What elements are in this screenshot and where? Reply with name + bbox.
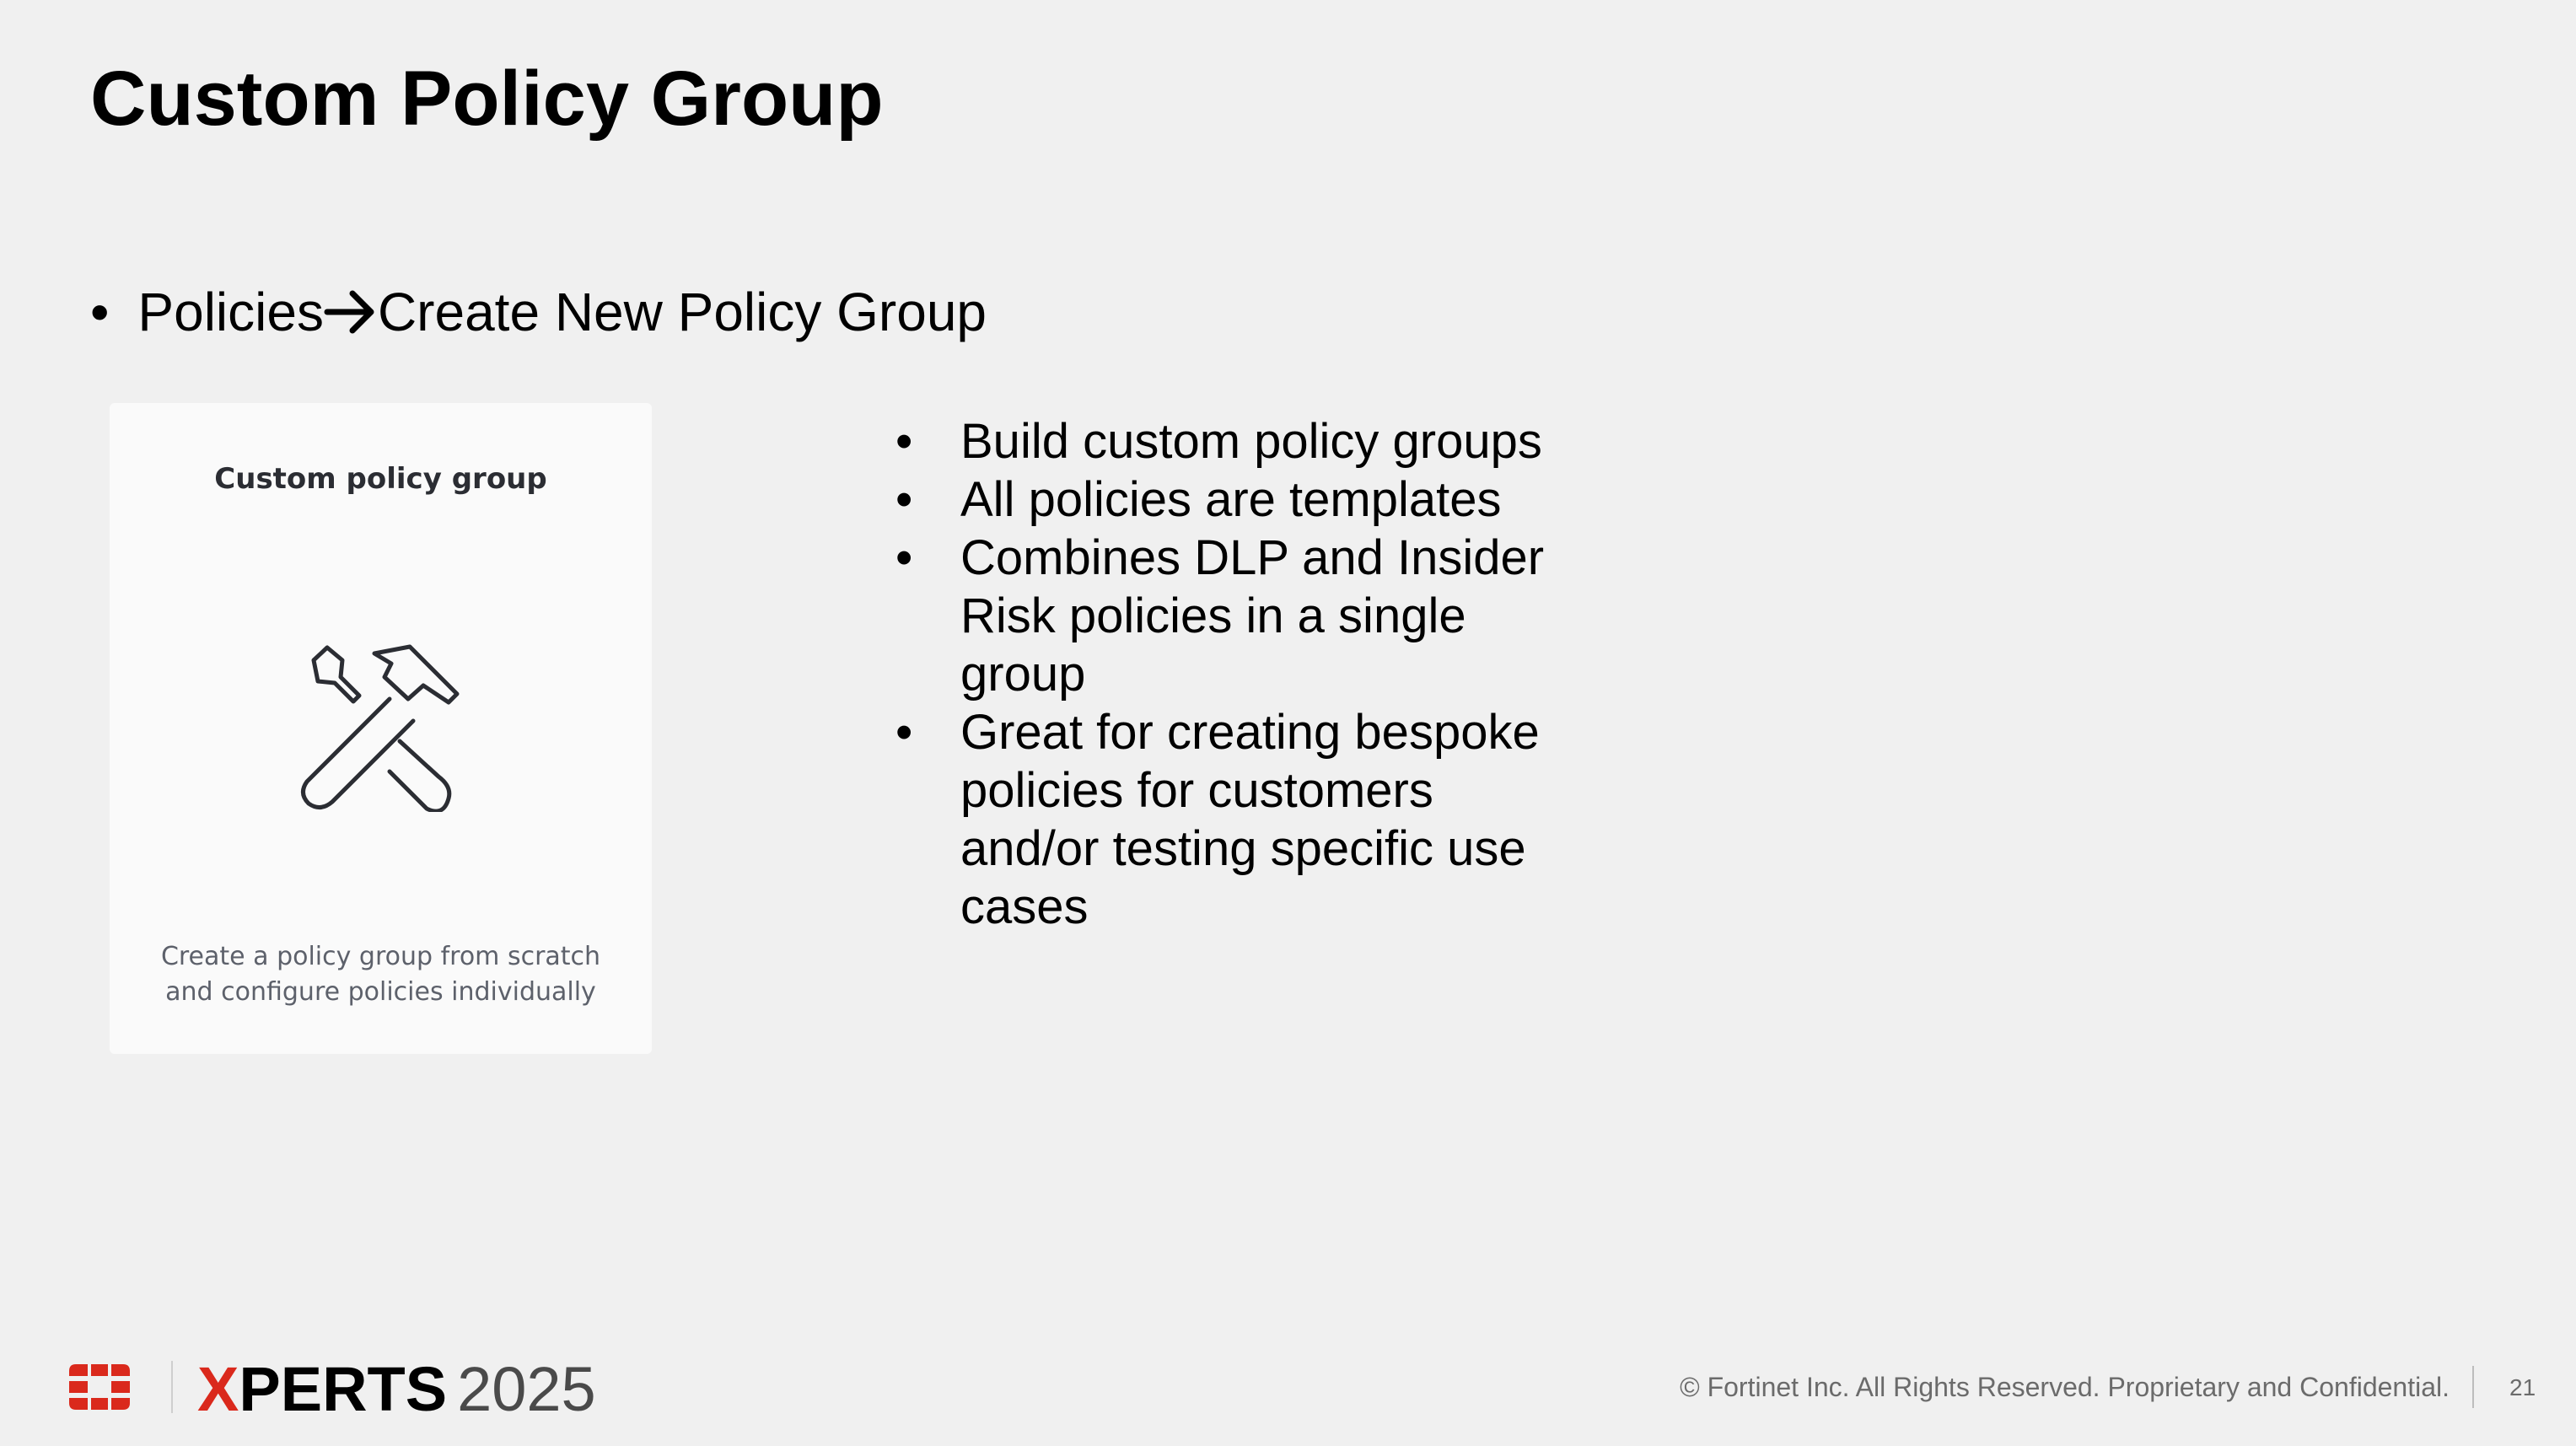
card-description-line1: Create a policy group from scratch [160, 942, 601, 971]
slide-title: Custom Policy Group [90, 56, 884, 142]
card-description [126, 939, 635, 1010]
tools-icon [298, 643, 467, 812]
card-title: Custom policy group [214, 462, 547, 496]
feature-bullet-list [895, 412, 1570, 936]
footer-divider [171, 1361, 173, 1413]
footer-divider [2472, 1366, 2474, 1408]
feature-bullet: • Combines DLP and Insider Risk policies in a single group [895, 529, 1570, 703]
main-bullet-part2: Create New Policy Group [377, 282, 987, 342]
fortinet-logo-icon [69, 1364, 130, 1410]
custom-policy-group-card[interactable] [110, 403, 652, 1054]
brand-perts: PERTS [239, 1354, 448, 1424]
xperts-2025-logo [197, 1356, 596, 1423]
brand-year: 2025 [457, 1354, 596, 1424]
page-number: 21 [2509, 1374, 2536, 1400]
arrow-right-icon [324, 285, 378, 350]
bullet-dot: • [90, 282, 110, 342]
feature-bullet: • All policies are templates [895, 470, 1570, 529]
copyright-notice: © Fortinet Inc. All Rights Reserved. Proprietary and Confidential. [1680, 1372, 2450, 1402]
feature-bullet: • Great for creating bespoke policies for customers and/or testing specific use cases [895, 703, 1570, 936]
main-bullet [90, 280, 987, 350]
main-bullet-part1: Policies [137, 282, 324, 342]
brand-x: X [197, 1354, 239, 1424]
card-description-line2: and configure policies individually [165, 977, 596, 1007]
feature-bullet: • Build custom policy groups [895, 412, 1570, 470]
